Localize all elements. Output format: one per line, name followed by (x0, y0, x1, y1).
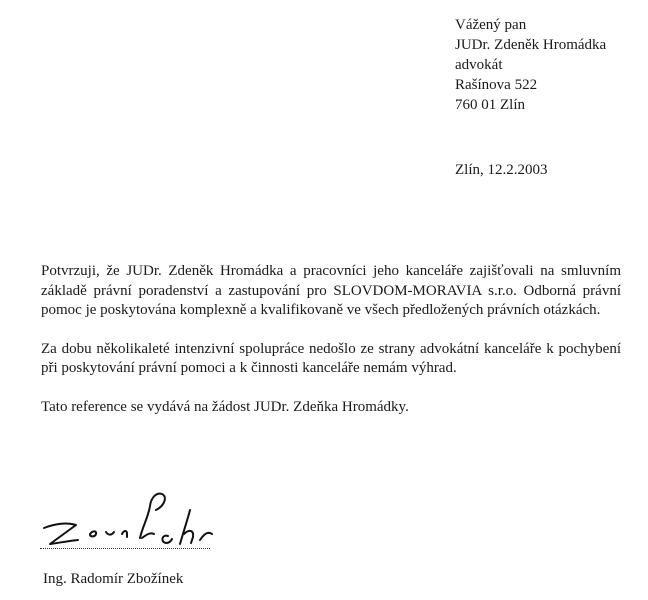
recipient-street: Rašínova 522 (455, 77, 538, 93)
recipient-address (455, 15, 606, 115)
paragraph-cooperation: Za dobu několikaleté intenzivní spolupráce nedošlo ze strany advokátní kanceláře k pochybení při poskytování právní pomoci a k činnosti kanceláře nemám výhrad. (41, 340, 621, 376)
letter-body (41, 262, 621, 436)
recipient-city: 760 01 Zlín (455, 97, 525, 113)
paragraph-confirmation: Potvrzuji, že JUDr. Zdeněk Hromádka a pracovníci jeho kanceláře zajišťovali na smluvním základě právní poradenství a zastupování pro SLOVDOM-MORAVIA s.r.o. Odborná právní pomoc je poskytována komplexně a kvalifikovaně ve všech předložených právních otázkách. (41, 263, 621, 318)
paragraph-reference: Tato reference se vydává na žádost JUDr. Zdeňka Hromádky. (41, 398, 409, 415)
recipient-title: advokát (455, 57, 503, 73)
handwritten-signature (38, 488, 223, 568)
letter-date: Zlín, 12.2.2003 (455, 162, 548, 178)
recipient-salutation: Vážený pan (455, 17, 527, 33)
signer-name: Ing. Radomír Zbožínek (43, 571, 184, 587)
signature-line (40, 548, 210, 549)
recipient-name: JUDr. Zdeněk Hromádka (455, 37, 607, 53)
